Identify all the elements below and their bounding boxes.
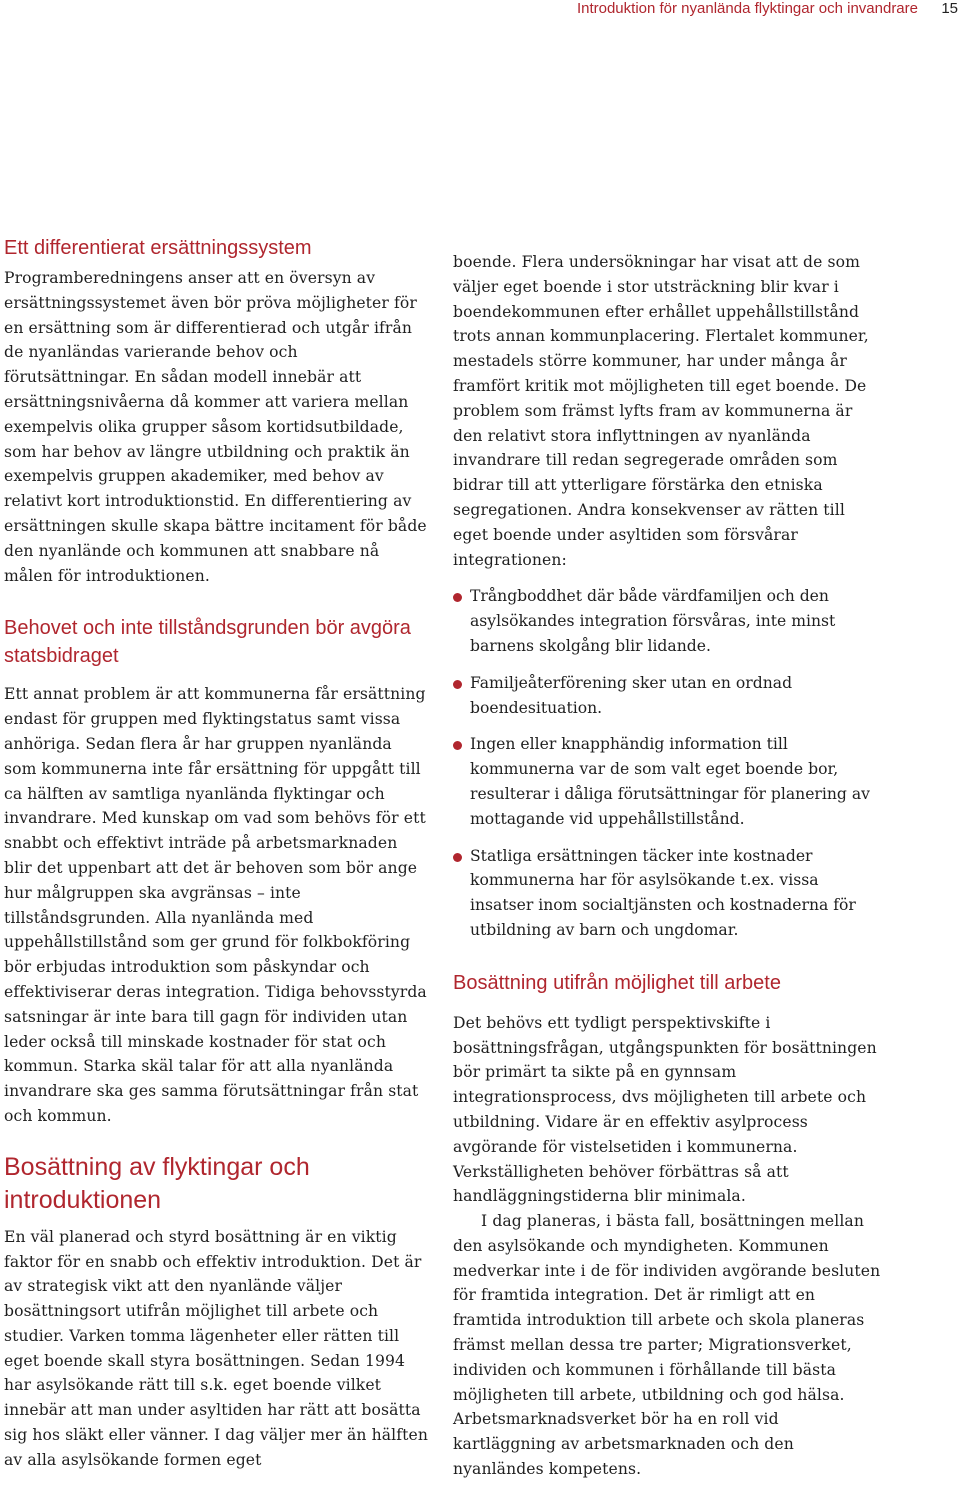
page-number: 15	[941, 0, 958, 17]
bullet-icon	[453, 680, 462, 689]
paragraph-differentierat: Programberedningens anser att en översyn av ersättningssystemet även bör pröva möjligheter för en ersättning som är differentierad och utgår ifrån de nyanländas varierande behov och förutsättningar. En sådan modell innebär att ersättningsnivåerna då kommer att variera mellan exempelvis olika grupper såsom kortidsutbildade, som har behov av längre utbildning och praktik än exempelvis gruppen akademiker, med behov av relativt kort introduktionstid. En differentiering av ersättningen skulle skapa bättre incitament för både den nyanlände och kommunen att snabbare nå målen för introduktionen.	[4, 269, 427, 585]
running-title: Introduktion för nyanlända flyktingar och invandrare	[576, 0, 918, 17]
bullet-icon	[453, 741, 462, 750]
page-header	[0, 0, 960, 20]
section-heading-differentierat: Ett differentierat ersättningssystem	[4, 237, 312, 259]
paragraph-perspektivskifte: Det behövs ett tydligt perspektivskifte i bosättningsfrågan, utgångspunkten för bosättningen bör primärt ta sikte på en gynnsam integrationsprocess, dvs möjligheten till arbete och utbildning. Vidare är en effektiv asylprocess avgörande för vistelsetiden i kommunerna. Verkställigheten behöver förbättras så att handläggningstiderna blir minimala.	[453, 1013, 877, 1206]
section-heading-behovet: Behovet och inte tillståndsgrunden bör avgöra statsbidraget	[4, 617, 411, 668]
paragraph-eget-boende: boende. Flera undersökningar har visat att de som väljer eget boende i stor utsträckning blir kvar i boendekommunen efter erhållet uppehållstillstånd trots annan kommunplacering. Flertalet kommuner, mestadels större kommuner, har under många år framfört kritik mot möjligheten till eget boende. De problem som främst lyfts fram av kommunerna är den relativt stora inflyttningen av nyanlända invandrare till redan segregerade områden som bidrar till att ytterligare förstärka den etniska segregationen. Andra konsekvenser av rätten till eget boende under asyltiden som försvårar integrationen:	[453, 253, 869, 569]
left-column	[4, 230, 428, 1473]
paragraph-bosattning: En väl planerad och styrd bosättning är en viktig faktor för en snabb och effektiv introduktion. Det är av strategisk vikt att den nyanlände väljer bosättningsort utifrån möjlighet till arbete och studier. Varken tomma lägenheter eller rätten till eget boende skall styra bosättningen. Sedan 1994 har asylsökande rätt till s.k. eget boende vilket innebär att man under asyltiden har rätt att bosätta sig hos släkt eller vänner. I dag väljer mer än hälften av alla asylsökande formen eget	[4, 1227, 428, 1469]
paragraph-behovet: Ett annat problem är att kommunerna får ersättning endast för gruppen med flyktingstatus samt vissa anhöriga. Sedan flera år har gruppen nyanlända som kommunerna inte får ersättning för uppgått till ca hälften av samtliga nyanlända flyktingar och invandrare. Med kunskap om vad som behövs för ett snabbt och effektivt inträde på arbetsmarknaden blir det uppenbart att det är behoven som bör ange hur målgruppen ska avgränsas – inte tillståndsgrunden. Alla nyanlända med uppehållstillstånd som ger grund för folkbokföring bör erbjudas introduktion som påskyndar och effektiviserar deras integration. Tidiga behovsstyrda satsningar är inte bara till gagn för individen utan leder också till minskade kostnader för stat och kommun. Starka skäl talar för att alla nyanlända invandrare ska ges samma förutsättningar från stat och kommun.	[4, 685, 427, 1125]
list-item: Statliga ersättningen täcker inte kostnader kommunerna har för asylsökande t.ex. vissa insatser inom socialtjänsten och kostnaderna för utbildning av barn och ungdomar.	[453, 844, 885, 943]
section-heading-bosattning: Bosättning av flyktingar och introduktionen	[4, 1152, 310, 1214]
right-column	[453, 250, 885, 1482]
paragraph-planering: I dag planeras, i bästa fall, bosättningen mellan den asylsökande och myndigheten. Kommunen medverkar inte i de för individen avgörande besluten för framtida integration. Det är rimligt att en framtida introduktion till arbete och skola planeras främst mellan dessa tre parter; Migrationsverket, individen och kommunen i förhållande till bästa möjligheten till arbete, utbildning och god hälsa. Arbetsmarknadsverket bör ha en roll vid kartläggning av arbetsmarknaden och den nyanländes kompetens.	[453, 1212, 881, 1479]
consequence-list	[453, 584, 885, 942]
list-item: Ingen eller knapphändig information till kommunerna var de som valt eget boende bor, resulterar i dåliga förutsättningar för planering av mottagande vid uppehållstillstånd.	[453, 732, 885, 831]
bullet-icon	[453, 593, 462, 602]
list-item: Familjeåterförening sker utan en ordnad boendesituation.	[453, 671, 885, 721]
bullet-icon	[453, 853, 462, 862]
section-heading-arbete: Bosättning utifrån möjlighet till arbete	[453, 971, 781, 994]
list-item: Trångboddhet där både värdfamiljen och den asylsökandes integration försvåras, inte minst barnens skolgång blir lidande.	[453, 584, 885, 658]
